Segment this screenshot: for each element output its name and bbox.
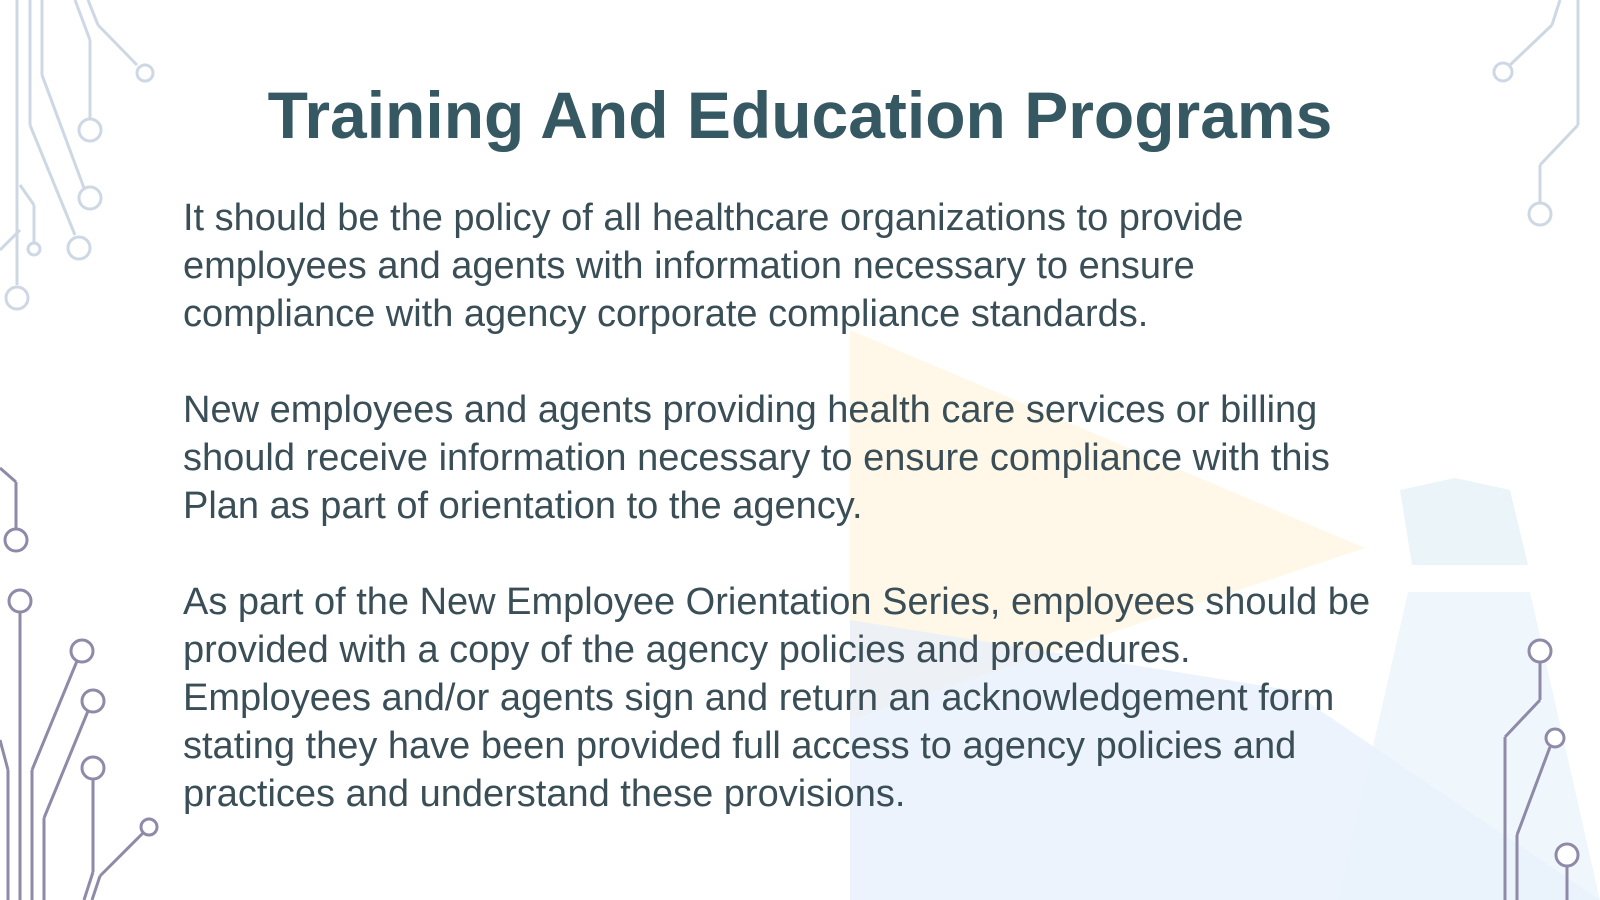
slide-body [183, 194, 1483, 866]
paragraph-new-employees: New employees and agents providing health care services or billing should receive information necessary to ensure compliance with this Plan as part of orientation to the agency. [183, 389, 1330, 527]
paragraph-policy: It should be the policy of all healthcare organizations to provide employees and agents with information necessary to ensure compliance with agency corporate compliance standards. [183, 197, 1244, 335]
paragraph-orientation-series: As part of the New Employee Orientation Series, employees should be provided with a copy of the agency policies and procedures. Employees and/or agents sign and return an acknowledgement form stating they have been provided full access to agency policies and practices and understand these provisions. [183, 581, 1371, 815]
circuit-bottom-left [0, 468, 157, 900]
slide-title: Training And Education Programs [267, 78, 1333, 152]
